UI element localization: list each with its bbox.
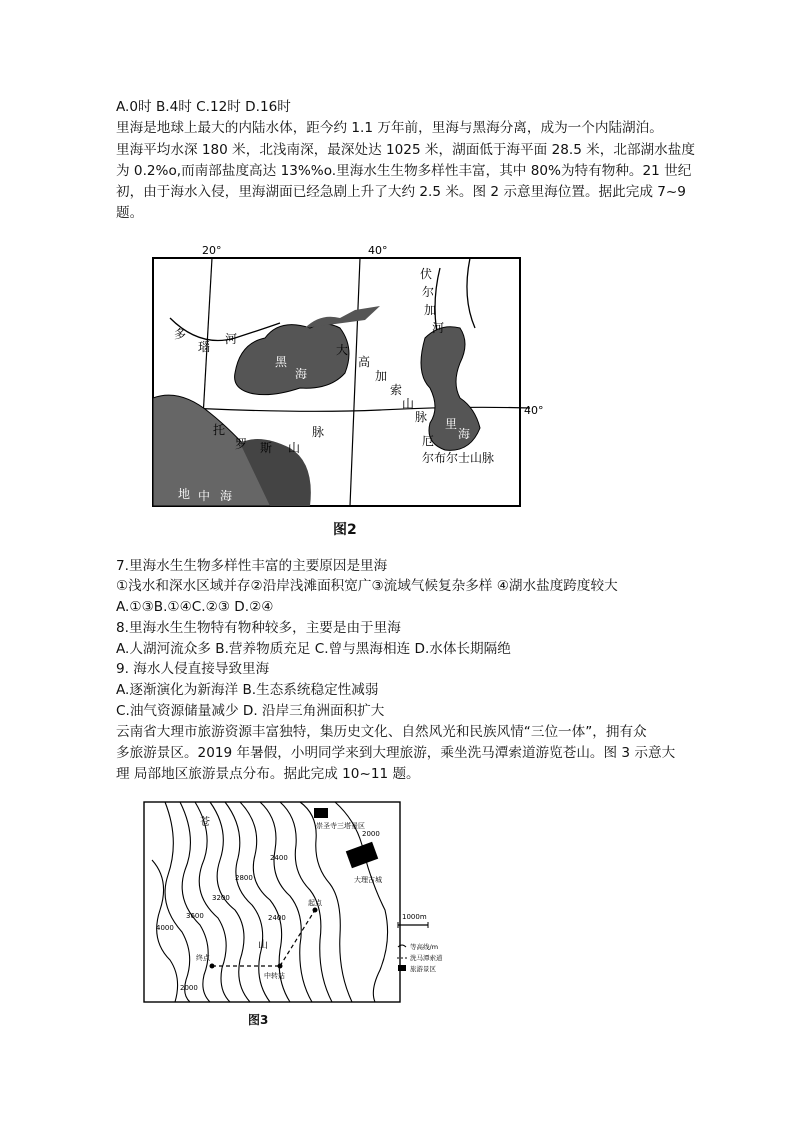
- svg-text:脉: 脉: [415, 410, 428, 424]
- lon-label-20: 20°: [202, 244, 222, 257]
- svg-text:河: 河: [432, 321, 445, 335]
- legend-contour: 等高线/m: [410, 943, 439, 951]
- figure-3-caption: 图3: [248, 1013, 269, 1027]
- svg-text:2400: 2400: [268, 914, 286, 922]
- svg-text:2400: 2400: [270, 854, 288, 862]
- figure-2-caption: 图2: [333, 522, 357, 538]
- legend-scenic: 旅游景区: [410, 965, 436, 973]
- svg-text:尔: 尔: [422, 285, 435, 299]
- figure-2-map: [140, 238, 544, 513]
- svg-text:海: 海: [458, 427, 471, 441]
- q6-options: A.0时 B.4时 C.12时 D.16时: [116, 99, 291, 115]
- chongsheng-pagoda-area: [314, 808, 328, 818]
- svg-text:高: 高: [358, 355, 371, 369]
- passage1-line-5: 题。: [116, 205, 144, 221]
- q7-options: A.①③B.①④C.②③ D.②④: [116, 599, 274, 615]
- svg-text:斯: 斯: [260, 441, 273, 455]
- svg-text:起点: 起点: [308, 899, 322, 907]
- svg-text:3600: 3600: [186, 912, 204, 920]
- svg-text:伏: 伏: [420, 267, 433, 281]
- svg-text:加: 加: [375, 369, 388, 383]
- passage1-line-4: 初，由于海水入侵，里海湖面已经急剧上升了大约 2.5 米。图 2 示意里海位置。据此完成 7~9: [116, 184, 686, 200]
- svg-text:尔布尔士山脉: 尔布尔士山脉: [422, 451, 495, 465]
- svg-text:2000: 2000: [180, 984, 198, 992]
- svg-text:罗: 罗: [235, 437, 248, 451]
- svg-text:大: 大: [336, 343, 349, 357]
- svg-text:托: 托: [213, 423, 226, 437]
- svg-text:索: 索: [390, 383, 403, 397]
- q7-items: ①浅水和深水区域并存②沿岸浅滩面积宽广③流域气候复杂多样 ④湖水盐度跨度较大: [116, 578, 618, 594]
- svg-text:中转站: 中转站: [264, 972, 285, 980]
- figure-3-map: [140, 800, 443, 1006]
- scale-label: 1000m: [402, 913, 427, 921]
- svg-text:海: 海: [295, 367, 308, 381]
- q9-stem: 9. 海水人侵直接导致里海: [116, 661, 270, 677]
- svg-text:厄: 厄: [422, 434, 435, 448]
- q9-options-1: A.逐渐演化为新海洋 B.生态系统稳定性减弱: [116, 682, 379, 698]
- svg-text:山: 山: [258, 940, 268, 951]
- svg-text:地: 地: [178, 487, 191, 501]
- svg-text:多: 多: [174, 327, 187, 341]
- svg-text:河: 河: [225, 332, 238, 346]
- svg-text:中: 中: [198, 489, 211, 503]
- svg-text:2000: 2000: [362, 830, 380, 838]
- svg-text:大理古城: 大理古城: [354, 876, 382, 884]
- svg-text:崇圣寺三塔景区: 崇圣寺三塔景区: [316, 822, 365, 830]
- svg-text:加: 加: [424, 303, 437, 317]
- passage1-line-3: 为 0.2%o,而南部盐度高达 13%%o.里海水生生物多样性丰富，其中 80%为特有物种。21 世纪: [116, 163, 692, 179]
- svg-text:海: 海: [220, 489, 233, 503]
- lat-label-40: 40°: [524, 404, 544, 417]
- passage2-line-1: 云南省大理市旅游资源丰富独特，集历史文化、自然风光和民族风情“三位一体”，拥有众: [116, 724, 647, 740]
- svg-text:瑙: 瑙: [198, 340, 211, 354]
- svg-text:苍: 苍: [200, 817, 210, 828]
- svg-text:2800: 2800: [235, 874, 253, 882]
- legend-cableway: 洗马潭索道: [410, 954, 443, 962]
- svg-text:3200: 3200: [212, 894, 230, 902]
- passage1-line-1: 里海是地球上最大的内陆水体，距今约 1.1 万年前，里海与黑海分离，成为一个内陆湖泊。: [116, 120, 663, 136]
- lon-label-40: 40°: [368, 244, 388, 257]
- svg-text:山: 山: [288, 441, 301, 455]
- q7-stem: 7.里海水生生物多样性丰富的主要原因是里海: [116, 558, 388, 574]
- svg-text:脉: 脉: [312, 425, 325, 439]
- q9-options-2: C.油气资源储量减少 D. 沿岸三角洲面积扩大: [116, 703, 385, 719]
- svg-text:黑: 黑: [275, 355, 288, 369]
- svg-text:4000: 4000: [156, 924, 174, 932]
- q8-options: A.人湖河流众多 B.营养物质充足 C.曾与黑海相连 D.水体长期隔绝: [116, 641, 511, 657]
- passage1-line-2: 里海平均水深 180 米，北浅南深，最深处达 1025 米，湖面低于海平面 28.5 米，北部湖水盐度: [116, 142, 695, 158]
- passage2-line-3: 理 局部地区旅游景点分布。据此完成 10~11 题。: [116, 766, 420, 782]
- svg-text:终点: 终点: [196, 954, 210, 962]
- svg-text:里: 里: [445, 417, 458, 431]
- passage2-line-2: 多旅游景区。2019 年暑假，小明同学来到大理旅游，乘坐洗马潭索道游览苍山。图 3 示意大: [116, 745, 676, 761]
- svg-text:山: 山: [402, 397, 415, 411]
- q8-stem: 8.里海水生生物特有物种较多，主要是由于里海: [116, 620, 401, 636]
